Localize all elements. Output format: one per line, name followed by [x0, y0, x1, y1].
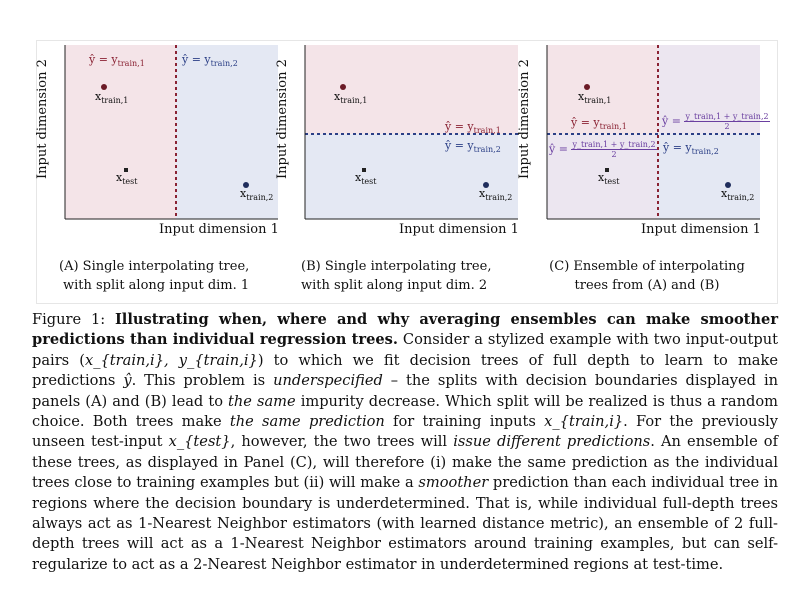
test-point-label: $x_{test}$: [355, 171, 377, 187]
caption-text: Consider a stylized example with two input-output pairs (: [32, 331, 778, 369]
caption-title: Illustrating when, where and why averaging ensembles can make smoother predictions than individual regression trees.: [32, 311, 779, 349]
panel-a-caption-line1: (A) Single interpolating tree,: [59, 259, 250, 274]
panel-a-caption-line2: with split along input dim. 1: [63, 278, 250, 293]
train-point-1: [101, 84, 107, 90]
caption-emphasis: the same prediction: [229, 413, 385, 431]
train-point-2-label: $x_{train,2}$: [240, 187, 274, 203]
train-point-1: [340, 84, 346, 90]
pred-label-top-left: ŷ = $y_{train,1}$: [571, 116, 627, 132]
train-point-1-label: $x_{train,1}$: [95, 90, 129, 106]
test-point-label: $x_{test}$: [598, 171, 620, 187]
caption-math: x_{train,i}: [544, 413, 624, 431]
caption-emphasis: issue different predictions: [453, 433, 651, 451]
pred-label-average-top-right: ŷ = $\frac{\text{y\_train,1 + y\_train,2}}{2}$: [662, 112, 769, 131]
pred-label-bottom-right: ŷ = $y_{train,2}$: [663, 141, 719, 157]
caption-math: x_{test}: [168, 433, 231, 451]
caption-text: prediction than each individual tree in regions where the decision boundary is underdetermined. That is, while individual full-depth trees always act as 1-Nearest Neighbor estimators (with learned distance metric), an ensemble of 2 full-depth trees will act as a 1-Nearest Neighbor estimators around training examples, but can self-regularize to act as a 2-Nearest Neighbor estimator in underdetermined regions at test-time.: [32, 474, 778, 573]
caption-emphasis: the same: [228, 392, 296, 410]
panel-c-caption-line1: (C) Ensemble of interpolating: [549, 259, 745, 274]
caption-text: . For the previously unseen test-input: [32, 413, 778, 451]
pred-label-average-bottom-left: ŷ = $\frac{\text{y\_train,1 + y\_train,2}}{2}$: [549, 140, 656, 159]
y-axis-label: Input dimension 2: [275, 59, 290, 179]
pred-label-bottom: ŷ = $y_{train,2}$: [445, 139, 501, 155]
caption-text: . An ensemble of these trees, as displayed in Panel (C), will therefore (i) make the same prediction as the individual trees close to training examples but (ii) will make a: [32, 433, 778, 492]
figure-1: [36, 40, 778, 304]
caption-text: for training inputs: [384, 413, 545, 431]
y-axis-label: Input dimension 2: [517, 59, 532, 179]
panel-b: [277, 41, 517, 303]
pred-label-top: ŷ = $y_{train,1}$: [445, 120, 501, 136]
train-point-1: [584, 84, 590, 90]
train-point-1-label: $x_{train,1}$: [334, 90, 368, 106]
caption-text: impurity decrease. Which split will be realized is thus a random choice. Both trees make: [32, 392, 778, 431]
train-point-2-label: $x_{train,2}$: [721, 187, 755, 203]
train-point-1-label: $x_{train,1}$: [578, 90, 612, 106]
pred-label-left: ŷ = $y_{train,1}$: [89, 53, 145, 69]
caption-text: . This problem is: [131, 372, 274, 390]
panel-a-caption: [59, 257, 289, 295]
panel-b-caption-line1: (B) Single interpolating tree,: [301, 259, 492, 274]
average-fraction: $\frac{\text{y\_train,1 + y\_train,2}}{2}$: [685, 112, 769, 131]
panel-b-caption: [301, 257, 531, 295]
test-point-label: $x_{test}$: [116, 171, 138, 187]
figure-caption: [32, 310, 778, 575]
figure-label: Figure 1:: [32, 311, 106, 328]
caption-text: , however, the two trees will: [230, 433, 454, 451]
panel-c-caption-line2: trees from (A) and (B): [574, 278, 720, 293]
caption-emphasis: smoother: [418, 474, 489, 492]
x-axis-label: Input dimension 1: [159, 222, 279, 237]
x-axis-label: Input dimension 1: [399, 222, 519, 237]
region-left: [65, 45, 176, 219]
caption-math: x_{train,i}, y_{train,i}: [85, 351, 258, 369]
train-point-2-label: $x_{train,2}$: [479, 187, 513, 203]
caption-text: – the splits with decision boundaries displayed in panels (A) and (B) lead to: [32, 372, 779, 410]
caption-math: ŷ: [123, 372, 132, 390]
y-axis-label: Input dimension 2: [35, 59, 50, 179]
panel-a: [37, 41, 277, 303]
panel-a-plot: [37, 41, 277, 241]
caption-text: ) to which we fit decision trees of full depth to learn to make predictions: [32, 351, 778, 390]
x-axis-label: Input dimension 1: [641, 222, 761, 237]
caption-emphasis: underspecified: [273, 372, 383, 390]
panel-b-caption-line2: with split along input dim. 2: [301, 278, 488, 293]
average-fraction: $\frac{\text{y\_train,1 + y\_train,2}}{2}$: [572, 140, 656, 159]
panel-c-caption: [547, 257, 747, 295]
pred-label-right: ŷ = $y_{train,2}$: [182, 53, 238, 69]
panel-c: [517, 41, 769, 303]
